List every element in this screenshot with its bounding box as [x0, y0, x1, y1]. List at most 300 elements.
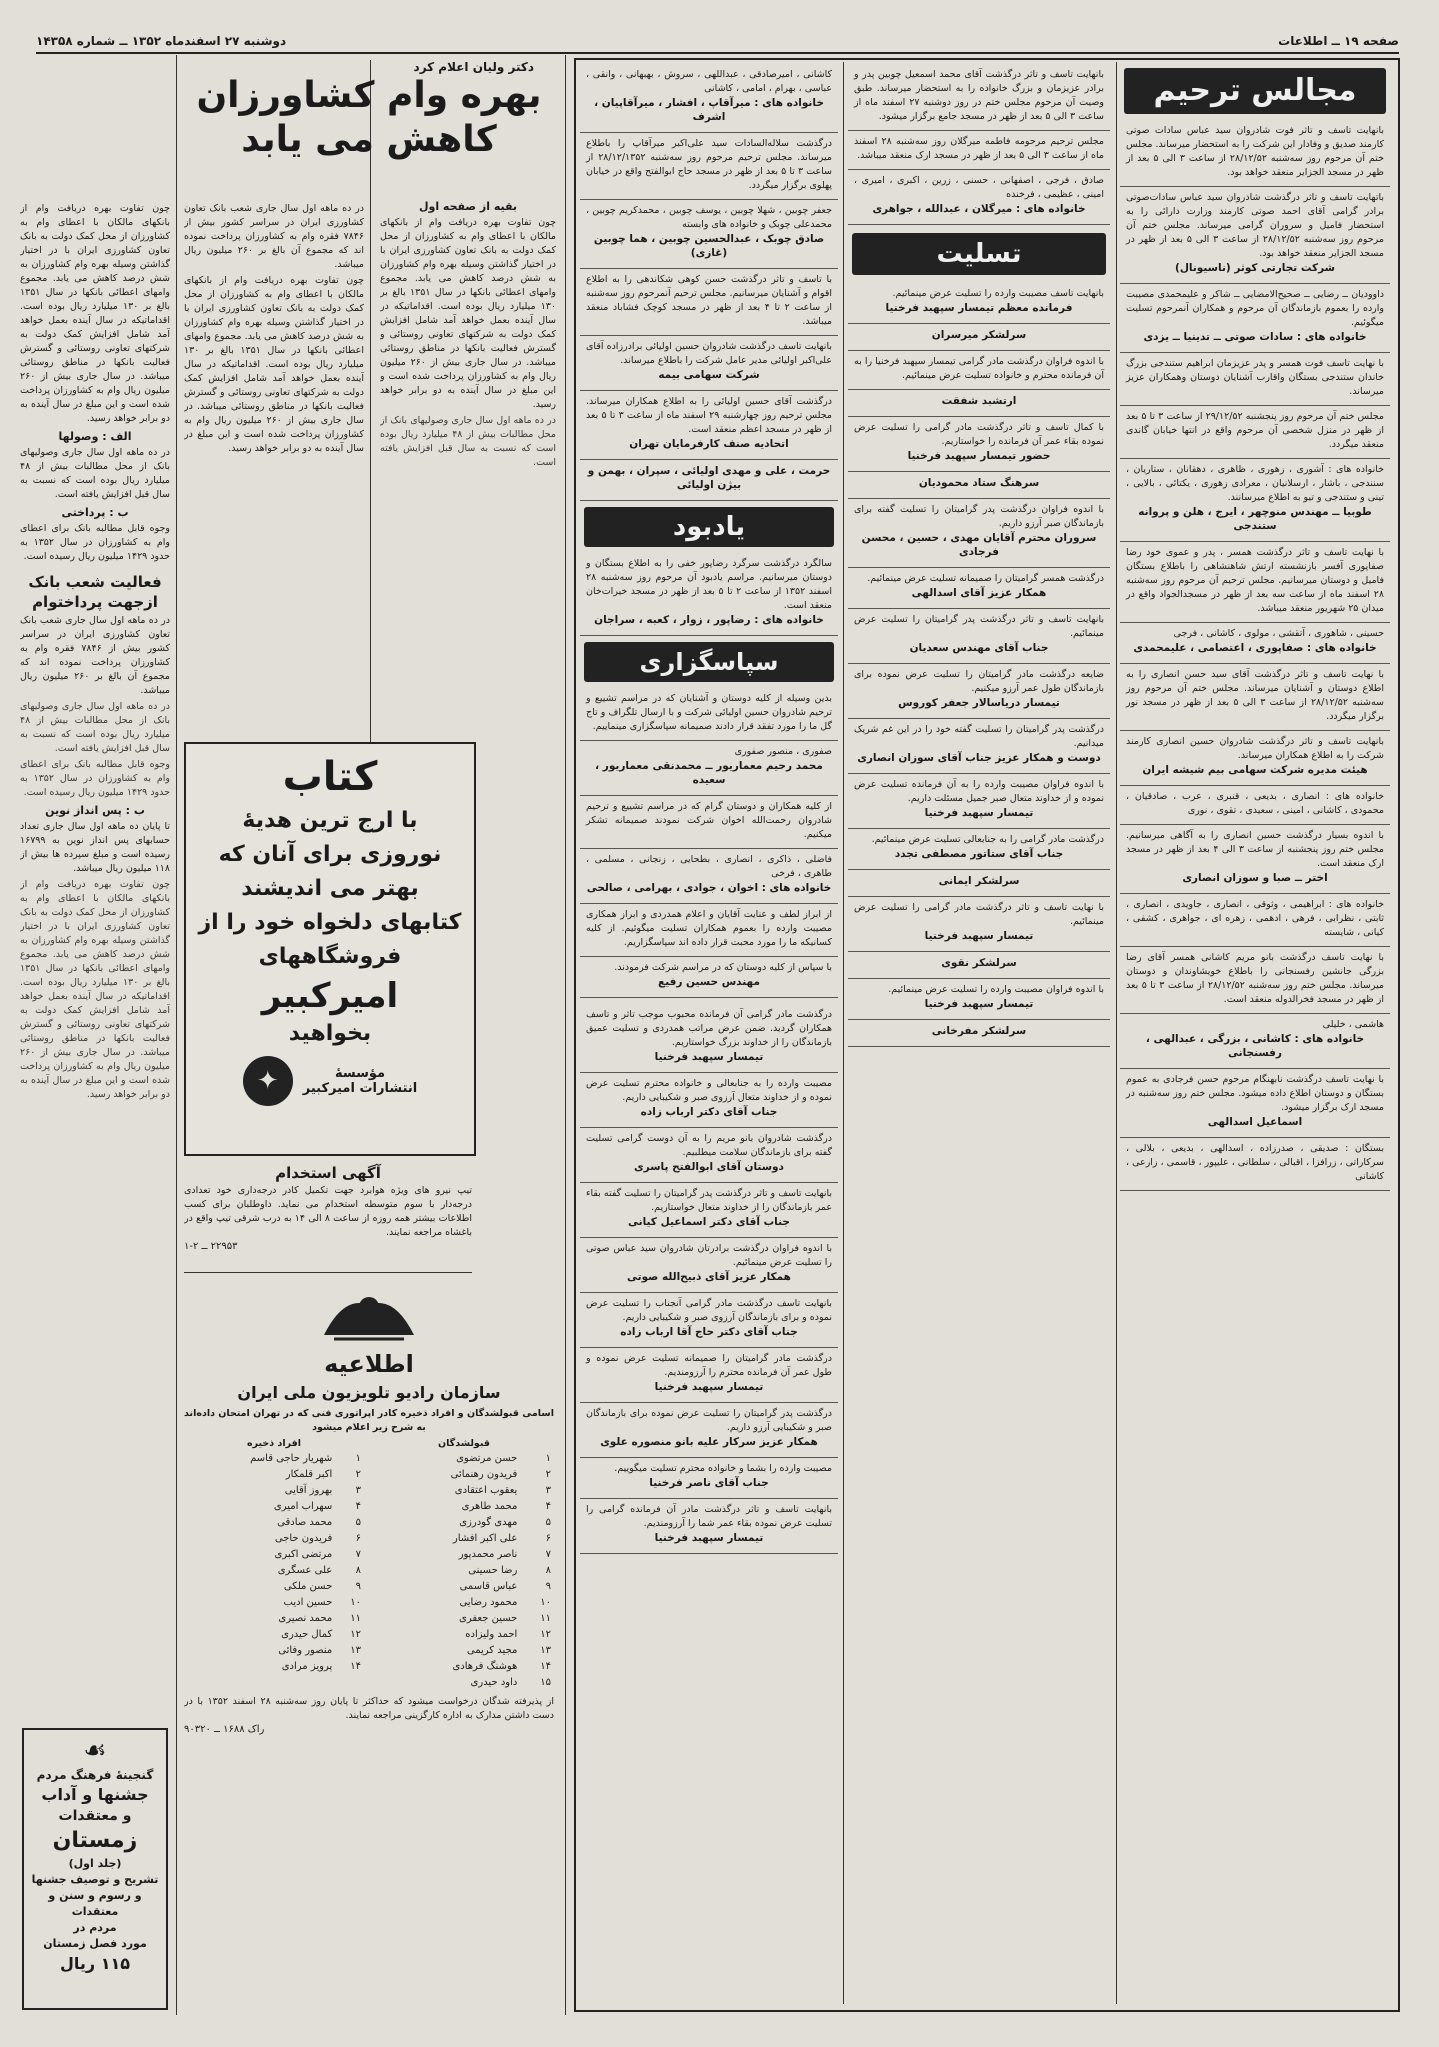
- row-number: ۳: [355, 1485, 361, 1496]
- notice-item: [848, 131, 1110, 170]
- ad-employment: [184, 1162, 472, 1273]
- notice-signature: تیمسار دریاسالار جعفر کوروس: [898, 697, 1060, 709]
- row-name: یعقوب اعتقادی: [454, 1485, 518, 1496]
- notice-signature: اتحادیه صنف کارفرمایان تهران: [629, 438, 789, 450]
- notice-signature: خانواده های : سادات صوتی ــ تدینیا ــ یزدی: [1143, 331, 1367, 343]
- book-ad2-line3: و معتقدات: [58, 1808, 132, 1824]
- yadbood-text: سالگرد درگذشت سرگرد رضاپور خفی را به اطلاع بستگان و دوستان میرسانیم. مراسم یادبود آن مرحوم روز سه‌شنبه ۲۸ اسفند ۱۳۵۲ از ساعت ۲ تا ۵ بعد از ظهر در مسجد خیرات‌خان منعقد است.: [586, 558, 832, 611]
- ad-book-title: کتاب: [282, 754, 378, 800]
- notice-item: [848, 499, 1110, 568]
- book-ad2-line5: (جلد اول): [68, 1857, 122, 1870]
- notice-text: مجلس ترحیم مرحومه فاطمه میرگلان روز سه‌شنبه ۲۸ اسفند ماه از ساعت ۳ الی ۵ بعد از ظهر در مسجد ارک منعقد میباشد.: [854, 136, 1105, 161]
- row-number: ۷: [545, 1549, 551, 1560]
- notice-text: با نهایت تاسف و تاثر درگذشت آقای سید حسن انصاری را به اطلاع دوستان و آشنایان میرساند. مجلس ختم آن مرحوم روز سه‌شنبه ۲۸/۱۲/۵۲ از ساعت ۳ الی ۵ بعد از ظهر در مسجد نور برگزار میگردد.: [1126, 669, 1384, 722]
- row-name: فریدون رهنمائی: [450, 1469, 518, 1480]
- name-row: [184, 1451, 364, 1467]
- notice-item: [1120, 786, 1390, 825]
- notice-item: [1120, 825, 1390, 894]
- notice-table-b: [184, 1451, 364, 1675]
- row-name: عباس قاسمی: [459, 1581, 518, 1592]
- row-name: شهریار حاجی قاسم: [250, 1453, 333, 1464]
- notice-item: [580, 1073, 838, 1128]
- row-name: محمود رضایی: [459, 1597, 518, 1608]
- notice-item: [580, 1499, 838, 1554]
- notice-text: با اندوه فراوان مصیبت وارده را تسلیت عرض مینمائیم.: [888, 984, 1104, 995]
- notice-item: [580, 460, 838, 501]
- row-number: ۱: [355, 1453, 361, 1464]
- notice-text: بانهایت تاسف درگذشت مادر گرامی آنجناب را تسلیت عرض نموده و برای بازماندگان آرزوی صبر و شکیبایی داریم.: [586, 1298, 832, 1323]
- article-col-middle: [184, 200, 364, 740]
- row-number: ۳: [545, 1485, 551, 1496]
- name-row: [374, 1659, 554, 1675]
- notice-footer-code: راک ۱۶۸۸ ــ ۹۰۳۲۰: [184, 1724, 265, 1735]
- notice-item: [580, 688, 838, 741]
- notice-item: [1120, 664, 1390, 731]
- name-row: [374, 1563, 554, 1579]
- notice-item: [580, 200, 838, 269]
- notice-signature: همکار عزیز آقای اسدالهی: [911, 587, 1047, 599]
- notice-signature: جناب آقای دکتر اسماعیل کیانی: [628, 1216, 790, 1228]
- notice-item: [580, 1293, 838, 1348]
- notice-text: مصیبت وارده را بشما و خانواده محترم تسلیت میگوییم.: [614, 1463, 832, 1474]
- notice-signature: جناب آقای مهندس سعدیان: [909, 642, 1049, 654]
- branches-text: در ده ماهه اول سال جاری شعب بانک تعاون کشاورزی ایران در سراسر کشور بیش از ۷۸۴۶ فقره وام به کشاورزان پرداخت نموده اند که مجموع آن بالغ بر ۲۶۰ میلیون ریال میباشد.: [20, 615, 170, 696]
- notice-signature: سرلشکر نقوی: [941, 957, 1017, 969]
- notice-item: [848, 609, 1110, 664]
- notice-signature: دوستان آقای ابوالفتح پاسری: [634, 1161, 784, 1173]
- row-number: ۸: [355, 1565, 361, 1576]
- notice-text: بانهایت تاسف و تاثر درگذشت آقای محمد اسمعیل چوبین پدر و برادر عزیزمان و بزرگ خانواده را به استحضار میرساند. طبق وصیت آن مرحوم مجلس ختم در روز دوشنبه ۲۷ اسفند ماه از ساعت ۳ الی ۵ بعد از ظهر در مسجد جامع برگزار میشود.: [854, 69, 1104, 122]
- notice-text: درگذشت آقای حسین اولیائی را به اطلاع همکاران میرساند. مجلس ترحیم روز چهارشنبه ۲۹ اسفند ماه از ساعت ۳ تا ۵ بعد از ظهر در مسجد اعظم منعقد است.: [586, 396, 833, 435]
- row-number: ۹: [355, 1581, 361, 1592]
- subhead-branches: فعالیت شعب بانک ازجهت پرداختوام: [28, 573, 162, 611]
- notice-text: با اندوه فراوان درگذشت پدر گرامیتان را تسلیت گفته برای بازماندگان صبر آرزو داریم.: [854, 504, 1104, 529]
- notice-item: [1120, 406, 1390, 459]
- notice-signature: شرکت تجارتی کوثر (ناسیونال): [1175, 262, 1335, 274]
- notice-item: [1120, 894, 1390, 947]
- notice-signature: تیمسار سپهبد فرخنیا: [924, 998, 1034, 1010]
- notice-signature: فرمانده معظم تیمسار سپهبد فرخنیا: [885, 302, 1073, 314]
- notice-item: [848, 170, 1110, 225]
- majales-list: [1120, 120, 1390, 1191]
- notice-text: درگذشت مادر گرامیتان را صمیمانه تسلیت عرض نموده و طول عمر آن فرمانده محترم را آرزومندیم.: [586, 1353, 832, 1378]
- row-number: ۱۴: [350, 1661, 361, 1672]
- name-row: [374, 1547, 554, 1563]
- notice-item: [848, 897, 1110, 952]
- notice-item: [580, 741, 838, 796]
- article-body: چون تفاوت بهره دریافت وام از بانکهای مالکان با اعطای وام به کشاورزان از محل کمک دولت به بانک تعاون کشاورزی ایران با در اختیار گذاشتن وسیله بهره وام کشاورزان به شش درصد کاهش می یابد. مجموع وامهای اعطائی بانکها در سال ۱۳۵۱ بالغ بر ۱۳۰ میلیارد ریال بوده است. اقداماتیکه در سال آینده بعمل خواهد آمد شامل افزایش کمک دولت به شرکتهای تعاونی روستائی و گسترش فعالیت بانکها در مناطق روستائی میباشد. در سال جاری بیش از ۲۶۰ میلیون ریال وام به کشاورزان پرداخت شده است و این مبلغ در سال آینده به دو برابر خواهد رسید.: [380, 217, 556, 410]
- row-name: محمد نصیری: [278, 1613, 333, 1624]
- be-text: وجوه قابل مطالبه بانک برای اعطای وام به کشاورزان در سال ۱۳۵۲ به حدود ۱۴۲۹ میلیون ریال رسیده است.: [20, 523, 170, 562]
- notice-signature: سرلشکر ایمانی: [938, 875, 1020, 887]
- section-banner-sepas: سپاسگزاری: [584, 642, 834, 682]
- article-headline: [184, 60, 554, 162]
- savings-text-cont: چون تفاوت بهره دریافت وام از بانکهای مالکان با اعطای وام به کشاورزان از محل کمک دولت به بانک تعاون کشاورزی ایران با در اختیار گذاشتن وسیله بهره وام کشاورزان به شش درصد کاهش می یابد. مجموع وامهای اعطائی بانکها در سال ۱۳۵۱ بالغ بر ۱۳۰ میلیارد ریال بوده است. اقداماتیکه در سال آینده بعمل خواهد آمد شامل افزایش کمک دولت به شرکتهای تعاونی روستائی و گسترش فعالیت بانکها در مناطق روستائی میباشد. در سال جاری بیش از ۲۶۰ میلیون ریال وام به کشاورزان پرداخت شده است و این مبلغ در سال آینده به دو برابر خواهد رسید.: [20, 879, 170, 1100]
- ad-publisher-line2: انتشارات امیرکبیر: [302, 1081, 418, 1096]
- notice-text: باتهایت تاسف و تاثر درگذشت شادروان سید عباس سادات‌صوتی برادر گرامی آقای احمد صوتی کارمند وزارت دارائی را به استحضار فامیل و سروران گرامی میرساند. مجلس ختم آن مرحوم روز سه‌شنبه ۲۸/۱۲/۵۲ از ساعت ۳ الی ۵ بعد از ظهر در مسجد الجزایر منعقد خواهد بود.: [1126, 192, 1384, 259]
- row-name: حسین ادیب: [283, 1597, 333, 1608]
- book-ad2-line4: زمستان: [52, 1828, 138, 1853]
- notice-signature: اسماعیل اسدالهی: [1207, 1116, 1303, 1128]
- notice-item: [1120, 1014, 1390, 1069]
- article-body-cont: در ده ماهه اول سال جاری وصولیهای بانک از محل مطالبات بیش از ۴۸ میلیارد ریال بوده است که نسبت به سال قبل افزایش یافته است.: [380, 415, 556, 468]
- notice-signature: تیمسار سپهبد فرخنیا: [654, 1051, 764, 1063]
- row-number: ۵: [545, 1517, 551, 1528]
- notice-item: [848, 324, 1110, 351]
- book-ad2-line6: تشریح و توصیف جشنها: [31, 1873, 159, 1886]
- notice-text: با نهایت تاسف درگذشت بانو مریم کاشانی همسر آقای رضا بزرگی جانشین رفسنجانی را باطلاع خویشاوندان و دوستان میرساند. مجلس ختم روز سه‌شنبه ۲۸/۱۲/۵۲ از ساعت ۳ تا ۵ بعد از ظهر در مسجد فخرالدوله منعقد است.: [1126, 952, 1385, 1005]
- notice-intro: اسامی قبولشدگان و افراد ذخیره کادر اپراتوری فنی که در تهران امتحان داده‌اند به شرح زیر اعلام میشود: [184, 1408, 554, 1433]
- row-name: کمال حیدری: [281, 1629, 333, 1640]
- name-row: [374, 1515, 554, 1531]
- notice-text: بدین وسیله از کلیه دوستان و آشنایان که در مراسم تشییع و ترحیم شادروان حسین اولیائی شرکت و با ارسال تلگراف و تاج گل ما را مورد تفقد قرار دادند صمیمانه سپاسگزاری مینماییم.: [586, 693, 832, 732]
- notice-signature: تیمسار سپهبد فرخنیا: [924, 930, 1034, 942]
- ad-folklore-book: [22, 1728, 168, 2010]
- notice-item: [1120, 1069, 1390, 1138]
- notice-text: درگذشت مادر گرامی را به جنابعالی تسلیت عرض مینمائیم.: [871, 834, 1104, 845]
- row-number: ۵: [355, 1517, 361, 1528]
- notice-signature: جناب آقای دکتر حاج آقا ارباب زاده: [620, 1326, 798, 1338]
- notice-item: [580, 1458, 838, 1499]
- notice-item: [848, 472, 1110, 499]
- notice-item: [848, 390, 1110, 417]
- notice-text: با نهایت تاسف و تاثر درگذشت مادر گرامی را تسلیت عرض مینمائیم.: [854, 902, 1104, 927]
- row-number: ۶: [355, 1533, 361, 1544]
- row-number: ۱۰: [350, 1597, 361, 1608]
- notice-item: [1120, 120, 1390, 187]
- notice-table-a: [374, 1451, 554, 1691]
- notice-signature: همکار عزیز سرکار علیه بانو منصوره علوی: [600, 1436, 818, 1448]
- notice-text: خانواده های : انصاری ، بدیعی ، قنبری ، عرب ، صادقیان ، محمودی ، کاشانی ، امینی ، سعیدی ، تقوی ، نوری: [1126, 791, 1384, 816]
- notice-lists: [184, 1437, 554, 1691]
- section-banner-majales: مجالس ترحیم: [1124, 68, 1386, 114]
- book-ad2-line8: مردم در: [73, 1921, 117, 1934]
- notice-text: درگذشت پدر گرامیتان را تسلیت عرض نموده برای بازماندگان صبر و شکیبایی آرزو داریم.: [586, 1408, 832, 1433]
- notice-item: [848, 719, 1110, 774]
- notice-text: درگذشت سلاله‌السادات سید علی‌اکبر میرآقاپ را باطلاع میرساند. مجلس ترحیم مرحوم روز سه‌شنبه ۲۸/۱۲/۱۳۵۲ از ساعت ۳ تا ۵ بعد از ظهر در مسجد حاج ابوالفتح واقع در خیابان پهلوی برگزار میگردد.: [586, 138, 833, 191]
- subhead-alef: الف : وصولها: [58, 430, 132, 443]
- sepas-list: [580, 688, 838, 998]
- notice-signature: تیمسار سپهبد فرخنیا: [924, 807, 1034, 819]
- notice-text: با نهایت تاسف و تاثر درگذشت همسر ، پدر و عموی خود رضا صفاپوری آفسر بازنشسته ارتش شاهنشاهی را باطلاع بستگان فامیل و دوستان میرسانیم. مجلس ترحیم آن مرحوم روز سه‌شنبه ۲۸ اسفند ماه از ساعت سه بعد از ظهر در مسجدالجواد واقع در میدان ۲۵ شهریور منعقد میباشد.: [1126, 547, 1384, 614]
- notice-item: [1120, 1138, 1390, 1191]
- notice-item: [580, 796, 838, 849]
- row-name: مهدی گودرزی: [459, 1517, 518, 1528]
- notice-signature: خانواده های : میرآقاپ ، افشار ، میرآقاپیان ، اشرف: [594, 97, 824, 123]
- row-number: ۱۲: [540, 1629, 551, 1640]
- notice-signature: حضور تیمسار سپهبد فرخنیا: [907, 450, 1051, 462]
- row-number: ۶: [545, 1533, 551, 1544]
- notice-footer: از پذیرفته شدگان درخواست میشود که حداکثر تا پایان روز سه‌شنبه ۲۸ اسفند ۱۳۵۲ با در دست داشتن مدارک به اداره کارگزینی مراجعه نمایند.: [184, 1696, 554, 1721]
- notice-signature: هیئت مدیره شرکت سهامی بیم شیشه ایران: [1142, 764, 1368, 776]
- name-row: [374, 1467, 554, 1483]
- tasliat-list: [580, 1004, 838, 1554]
- column-majales: [1120, 64, 1390, 2004]
- column-rule: [370, 60, 371, 750]
- row-name: بهروز آقایی: [284, 1485, 333, 1496]
- notice-item: [580, 391, 838, 460]
- row-number: ۲: [545, 1469, 551, 1480]
- book-ad2-line1: گنجینهٔ فرهنگ مردم: [36, 1768, 154, 1782]
- name-row: [184, 1643, 364, 1659]
- ad-book-line5: فروشگاههای: [258, 944, 402, 969]
- notice-text: صادق ، فرجی ، اصفهانی ، حسنی ، زرین ، اکبری ، امیری ، امینی ، عظیمی ، فرخنده: [854, 175, 1104, 200]
- notice-text: خانواده های : آشوری ، زهوری ، ظاهری ، دهقانان ، ستاریان ، سنندجی ، باشار ، ارسلانیان ، معرادی زهوری ، یکتائی ، بالایی ، تینی و ستندجی و تیو به اطلاع میرسانند.: [1126, 464, 1384, 503]
- ad-book-line3: بهتر می اندیشند: [241, 876, 419, 901]
- notice-item: [848, 979, 1110, 1020]
- name-row: [184, 1579, 364, 1595]
- row-name: سهراب امیری: [273, 1501, 333, 1512]
- row-name: حسن ملکی: [283, 1581, 333, 1592]
- ad-job-phone: ۲۲۹۵۳ ــ ۲-۱: [184, 1241, 238, 1252]
- notice-text: مجلس ختم آن مرحوم روز پنجشنبه ۲۹/۱۲/۵۲ از ساعت ۳ تا ۵ بعد از ظهر در منزل شخصی آن مرحوم واقع در انتها خیابان گاندی منعقد میگردد.: [1126, 411, 1385, 450]
- notice-text: بستگان : صدیقی ، صدرزاده ، اسدالهی ، بدیعی ، بلالی ، سرکاراتی ، زرافزا ، اقبالی ، سلطانی ، علیپور ، قاسمی ، زارعی ، کاشانی: [1126, 1143, 1384, 1182]
- article-title-line2: کاهش می یابد: [241, 119, 497, 160]
- notice-signature: سرلشکر مفرخانی: [931, 1025, 1027, 1037]
- name-row: [184, 1515, 364, 1531]
- row-number: ۱۳: [540, 1645, 551, 1656]
- name-row: [374, 1531, 554, 1547]
- notice-list-col3: [848, 64, 1110, 225]
- article-left-body: چون تفاوت بهره دریافت وام از بانکهای مالکان با اعطای وام به کشاورزان از محل کمک دولت به بانک تعاون کشاورزی ایران با در اختیار گذاشتن وسیله بهره وام کشاورزان به شش درصد کاهش می یابد. مجموع وامهای اعطائی بانکها در سال ۱۳۵۱ بالغ بر ۱۳۰ میلیارد ریال بوده است. اقداماتیکه در سال آینده بعمل خواهد آمد شامل افزایش کمک دولت به شرکتهای تعاونی روستائی و گسترش فعالیت بانکها در مناطق روستائی میباشد. در سال جاری بیش از ۲۶۰ میلیون ریال وام به کشاورزان پرداخت شده است و این مبلغ در سال آینده به دو برابر خواهد رسید.: [20, 203, 170, 424]
- notice-text: حسینی ، شاهوری ، آتقشی ، مولوی ، کاشانی ، فرجی: [1173, 628, 1384, 639]
- notice-item: [848, 870, 1110, 897]
- notice-text: داوودیان ــ رضایی ــ صحیح‌الامضایی ــ شاکر و علیمحمدی مصیبت وارده را بعموم بازماندگان آن مرحوم و همکاران آنمرحوم تسلیت میگوئیم.: [1126, 289, 1384, 328]
- yadbood-notice: [580, 553, 838, 636]
- row-name: محمد صادقی: [277, 1517, 333, 1528]
- notice-text: جعفر چوبین ، شهلا چوبین ، یوسف چوبین ، محمدکریم چوبین ، محمدعلی چوبک و خانواده های وابسته: [586, 205, 832, 230]
- notice-signature: تیمسار سپهبد فرخنیا: [654, 1381, 764, 1393]
- name-row: [374, 1499, 554, 1515]
- row-number: ۲: [355, 1469, 361, 1480]
- name-row: [374, 1643, 554, 1659]
- branches-text-cont: در ده ماهه اول سال جاری وصولیهای بانک از محل مطالبات بیش از ۴۸ میلیارد ریال بوده است که نسبت به سال قبل افزایش یافته است.: [20, 701, 170, 754]
- notice-item: [848, 64, 1110, 131]
- notice-signature: سروران محترم آقایان مهدی ، حسین ، محسن فرجادی: [861, 532, 1097, 558]
- notice-item: [1120, 353, 1390, 406]
- notice-item: [848, 952, 1110, 979]
- name-row: [184, 1483, 364, 1499]
- notice-item: [580, 336, 838, 391]
- article-kicker: دکتر ولیان اعلام کرد: [413, 60, 534, 74]
- row-number: ۸: [545, 1565, 551, 1576]
- branches-text-more: وجوه قابل مطالبه بانک برای اعطای وام به کشاورزان در سال ۱۳۵۲ به حدود ۱۴۲۹ میلیون ریال رسیده است.: [20, 759, 170, 798]
- book-ad2-line9: مورد فصل زمستان: [43, 1937, 147, 1950]
- notice-text: با نهایت تاسف فوت همسر و پدر عزیزمان ابراهیم ستندجی بزرگ خاندان ستندجی بستگان واقارب آشنایان دوستان وهمکاران عزیز میرساند.: [1126, 358, 1384, 397]
- notice-text: با تاسف و تاثر درگذشت حسن کوهی شکاندهی را به اطلاع اقوام و آشنایان میرسانیم. مجلس ترحیم آنمرحوم روز سه‌شنبه از ساعت ۲ تا ۴ بعد از ظهر در مسجد کوچک فشاباد منعقد میباشد.: [586, 274, 832, 327]
- header-page-number: صفحه ۱۹ ــ اطلاعات: [1278, 34, 1399, 48]
- notice-text: درگذشت پدر گرامیتان را تسلیت گفته خود را در این غم شریک میدانیم.: [854, 724, 1104, 749]
- notice-text: کاشانی ، امیرصادقی ، عبداللهی ، سروش ، بهبهانی ، وانقی ، عباسی ، بهرام ، امامی ، کاشانی: [586, 69, 832, 94]
- notice-item: [580, 133, 838, 200]
- notice-item: [580, 1004, 838, 1073]
- notice-text: از ابراز لطف و عنایت آقایان و اعلام همدردی و ابراز همکاری مصیبت وارده را بعموم همکاران تسلیت میگوئیم. از کلیه کسانیکه ما را مورد محبت قرار داده اند سپاسگزاریم.: [586, 909, 832, 948]
- tasliat-list-col4: [848, 283, 1110, 1047]
- ad-book-line7: بخواهید: [288, 1021, 372, 1046]
- row-number: ۹: [545, 1581, 551, 1592]
- notice-list-a-title: قبولشدگان: [438, 1438, 490, 1449]
- row-name: مرتضی اکبری: [274, 1549, 333, 1560]
- notice-list-a-wrap: [374, 1437, 554, 1691]
- notice-item: [580, 1238, 838, 1293]
- ad-amirkabir: [184, 742, 476, 1156]
- name-row: [374, 1483, 554, 1499]
- ad-job-title: آگهی استخدام: [275, 1164, 381, 1182]
- notice-item: [580, 1348, 838, 1403]
- name-row: [184, 1563, 364, 1579]
- row-name: حسن مرتضوی: [456, 1453, 518, 1464]
- notice-item: [1120, 284, 1390, 353]
- notice-text: ضایعه درگذشت مادر گرامیتان را تسلیت عرض نموده برای بازماندگان طول عمر آرزو میکنیم.: [854, 669, 1104, 694]
- notice-text: درگذشت همسر گرامیتان را صمیمانه تسلیت عرض مینمائیم.: [867, 573, 1104, 584]
- book-ad2-line2: جشنها و آداب: [41, 1785, 149, 1804]
- notice-text: بانهایت تاسف و تاثر درگذشت پدر گرامیتان را تسلیت گفته بقاء عمر بازماندگان را از خداوند متعال خواستاریم.: [586, 1188, 832, 1213]
- name-row: [184, 1611, 364, 1627]
- name-row: [374, 1611, 554, 1627]
- row-name: فریدون حاجی: [274, 1533, 333, 1544]
- notice-org: سازمان رادیو تلویزیون ملی ایران: [237, 1383, 501, 1402]
- ad-publisher-line1: مؤسسهٔ: [334, 1066, 386, 1081]
- notice-text: بانهایت تاسف و تاثر درگذشت مادر آن فرمانده گرامی را تسلیت عرض نموده بقاء عمر شما را آرزومندیم.: [586, 1504, 832, 1529]
- name-row: [374, 1675, 554, 1691]
- notice-text: درگذشت شادروان بانو مریم را به آن دوست گرامی تسلیت گفته برای بازماندگان سلامت میطلبیم.: [586, 1133, 832, 1158]
- lion-sun-emblem-icon: [314, 1285, 424, 1347]
- name-row: [374, 1595, 554, 1611]
- notice-item: [848, 568, 1110, 609]
- name-row: [184, 1627, 364, 1643]
- notice-text: صفوری ، منصور صفوری: [734, 746, 832, 757]
- row-number: ۱۱: [350, 1613, 361, 1624]
- notice-signature: جناب آقای ناصر فرخنیا: [649, 1477, 769, 1489]
- article-title-line1: بهره وام کشاورزان: [196, 75, 542, 116]
- notice-signature: حرمت ، علی و مهدی اولیائی ، سپران ، بهمن و بیژن اولیائی: [587, 465, 831, 491]
- name-row: [184, 1659, 364, 1675]
- row-name: منصور وفائی: [278, 1645, 333, 1656]
- notice-item: [1120, 947, 1390, 1014]
- row-name: ناصر محمدپور: [458, 1549, 518, 1560]
- notice-text: فاضلی ، ذاکری ، انصاری ، بطحایی ، زنجانی ، مسلمی ، طاهری ، فرخی: [586, 854, 832, 879]
- notice-item: [1120, 542, 1390, 623]
- subhead-savings: ب : پس انداز نوین: [45, 804, 145, 817]
- notice-list-b-title: افراد ذخیره: [247, 1438, 301, 1449]
- article-continued-head: بقیه از صفحه اول: [418, 200, 518, 213]
- article-col-right: [380, 200, 556, 750]
- notice-list-col2: [580, 64, 838, 501]
- notice-signature: ارتشبد شفقت: [941, 395, 1017, 407]
- notice-text: خانواده های : ابراهیمی ، وثوقی ، انصاری ، جاویدی ، انصاری ، ثابتی ، نظرابی ، فرهی ، ادهمی ، زهره ای ، جواهری ، کشفی ، کیانی ، شایسته: [1126, 899, 1384, 938]
- page-header: [36, 30, 1399, 54]
- name-row: [374, 1451, 554, 1467]
- notice-signature: مهندس حسین رفیع: [658, 976, 760, 988]
- notice-item: [580, 849, 838, 904]
- notice-text: بانهایت تاسف و تاثر درگذشت شادروان حسین انصاری کارمند شرکت را به اطلاع همکاران میرساند.: [1126, 736, 1384, 761]
- notice-signature: سرلشکر میرسران: [931, 329, 1027, 341]
- ad-book-line1: با ارج ترین هدیهٔ: [242, 808, 418, 833]
- row-number: ۱۲: [350, 1629, 361, 1640]
- row-name: داود حیدری: [470, 1677, 518, 1688]
- row-number: ۱: [545, 1453, 551, 1464]
- ad-job-text: تیپ نیرو های ویژه هوابرد جهت تکمیل کادر درجه‌داری خود تعدادی درجه‌دار با سوم متوسطه استخدام می نماید. داوطلبان برای کسب اطلاعات بیشتر همه روزه از ساعت ۸ الی ۱۴ به درب شرقی تیپ واقع در باغشاه مراجعه نمایند.: [184, 1185, 472, 1238]
- row-number: ۴: [355, 1501, 361, 1512]
- notice-text: بانهایت تاسف مصیبت وارده را تسلیت عرض مینمائیم.: [892, 288, 1104, 299]
- publisher-logo-icon: ✦: [243, 1056, 293, 1106]
- notice-item: [848, 351, 1110, 390]
- ad-book-line2: نوروزی برای آنان که: [218, 842, 442, 867]
- book-ad-logo-icon: ☙: [83, 1736, 107, 1766]
- notice-signature: صادق چوبک ، عبدالحسین چوبین ، هما چوبین (غازی): [593, 233, 825, 259]
- notice-text: هاشمی ، خلیلی: [1322, 1019, 1384, 1030]
- notice-text: درگذشت مادر گرامی آن فرمانده محبوب موجب تاثر و تاسف همکاران گردید. ضمن عرض مراتب همدردی و تسلیت عمیق بازماندگان را از خداوند بزرگ خواستاریم.: [586, 1009, 832, 1048]
- row-number: ۱۴: [540, 1661, 551, 1672]
- subhead-be: ب : پرداختی: [61, 506, 129, 519]
- section-banner-tasliat: تسلیت: [852, 233, 1106, 275]
- notice-item: [848, 1020, 1110, 1047]
- article-body-2: در ده ماهه اول سال جاری شعب بانک تعاون کشاورزی ایران در سراسر کشور بیش از ۷۸۴۶ فقره وام به کشاورزان پرداخت نموده اند که مجموع آن بالغ بر ۲۶۰ میلیون ریال میباشد.: [184, 203, 364, 270]
- name-row: [184, 1499, 364, 1515]
- notice-signature: خانواده های : اخوان ، جوادی ، بهرامی ، صالحی: [586, 882, 832, 894]
- book-ad2-price: ۱۱۵ ریال: [60, 1954, 130, 1973]
- ad-book-line4: کتابهای دلخواه خود را از: [198, 910, 462, 935]
- notice-text: با اندوه بسیار درگذشت حسین انصاری را به آگاهی میرسانیم. مجلس ختم روز پنجشنبه از ساعت ۳ الی ۴ بعد از ظهر در مسجد ارک منعقد است.: [1126, 830, 1384, 869]
- column-rule: [176, 55, 177, 2015]
- notice-text: مصیبت وارده را به جنابعالی و خانواده محترم تسلیت عرض نموده و از خداوند متعال آرزوی صبر و شکیبایی داریم.: [586, 1078, 832, 1103]
- notice-signature: جناب آقای ستاتور مصطفی تجدد: [894, 848, 1064, 860]
- row-number: ۱۵: [540, 1677, 551, 1688]
- notice-item: [848, 664, 1110, 719]
- notice-item: [848, 417, 1110, 472]
- row-name: هوشنگ فرهادی: [452, 1661, 518, 1672]
- column-rule: [843, 62, 844, 2004]
- name-row: [374, 1627, 554, 1643]
- row-name: محمد طاهری: [461, 1501, 518, 1512]
- name-row: [184, 1467, 364, 1483]
- column-rule: [565, 55, 566, 2015]
- notice-radio-tv: [184, 1285, 554, 2005]
- emblem: [184, 1285, 554, 1347]
- name-row: [184, 1531, 364, 1547]
- notice-item: [580, 957, 838, 998]
- notice-text: با نهایت تاسف درگذشت نابهنگام مرحوم حسن فرجادی به عموم بستگان و دوستان اطلاع داده میشود. مجلس ختم روز سه‌شنبه در مسجد ارک برگزار میشود.: [1126, 1074, 1384, 1113]
- notice-signature: محمد رحیم معماریور ــ محمدنقی معماریور ، سعیده: [595, 760, 823, 786]
- ad-publisher: [186, 1056, 474, 1106]
- alef-text: در ده ماهه اول سال جاری وصولیهای بانک از محل مطالبات بیش از ۴۸ میلیارد ریال بوده است که نسبت به سال قبل افزایش یافته است.: [20, 447, 170, 500]
- column-two: [848, 64, 1110, 2004]
- notice-item: [848, 829, 1110, 870]
- column-three: [580, 64, 838, 2004]
- notice-signature: خانواده های : صفاپوری ، اعتصامی ، علیمحمدی: [1133, 642, 1377, 654]
- row-name: احمد ولیزاده: [465, 1629, 518, 1640]
- row-name: پرویز مرادی: [281, 1661, 333, 1672]
- article-body-3: چون تفاوت بهره دریافت وام از بانکهای مالکان با اعطای وام به کشاورزان از محل کمک دولت به بانک تعاون کشاورزی ایران با در اختیار گذاشتن وسیله بهره وام کشاورزان به شش درصد کاهش می یابد. مجموع وامهای اعطائی بانکها در سال ۱۳۵۱ بالغ بر ۱۳۰ میلیارد ریال بوده است. اقداماتیکه در سال آینده بعمل خواهد آمد شامل افزایش کمک دولت به شرکتهای تعاونی روستائی و گسترش فعالیت بانکها در مناطق روستائی میباشد. در سال جاری بیش از ۲۶۰ میلیون ریال وام به کشاورزان پرداخت شده است و این مبلغ در سال آینده به دو برابر خواهد رسید.: [184, 275, 364, 454]
- notice-item: [1120, 187, 1390, 284]
- yadbood-signature: خانواده های : رضاپور ، زوار ، کعبه ، سراجان: [594, 614, 824, 626]
- name-row: [374, 1579, 554, 1595]
- notice-signature: همکار عزیز آقای ذبیح‌الله صوتی: [627, 1271, 791, 1283]
- notice-text: بانهایت تاسف و تاثر درگذشت پدر گرامیتان را تسلیت عرض مینمائیم.: [854, 614, 1104, 639]
- name-row: [184, 1547, 364, 1563]
- notice-item: [848, 774, 1110, 829]
- ad-publisher-text: [303, 1066, 417, 1096]
- notice-signature: خانواده های : کاشانی ، بزرگی ، عبدالهی ، رفسنجانی: [1145, 1033, 1365, 1059]
- notice-signature: سرهنگ ستاد محمودیان: [918, 477, 1040, 489]
- row-name: مجید کریمی: [466, 1645, 518, 1656]
- notice-item: [1120, 623, 1390, 664]
- row-name: رضا حسینی: [468, 1565, 518, 1576]
- notice-item: [580, 1403, 838, 1458]
- name-row: [184, 1595, 364, 1611]
- row-number: ۷: [355, 1549, 361, 1560]
- ad-book-line6: امیرکبیر: [261, 976, 399, 1016]
